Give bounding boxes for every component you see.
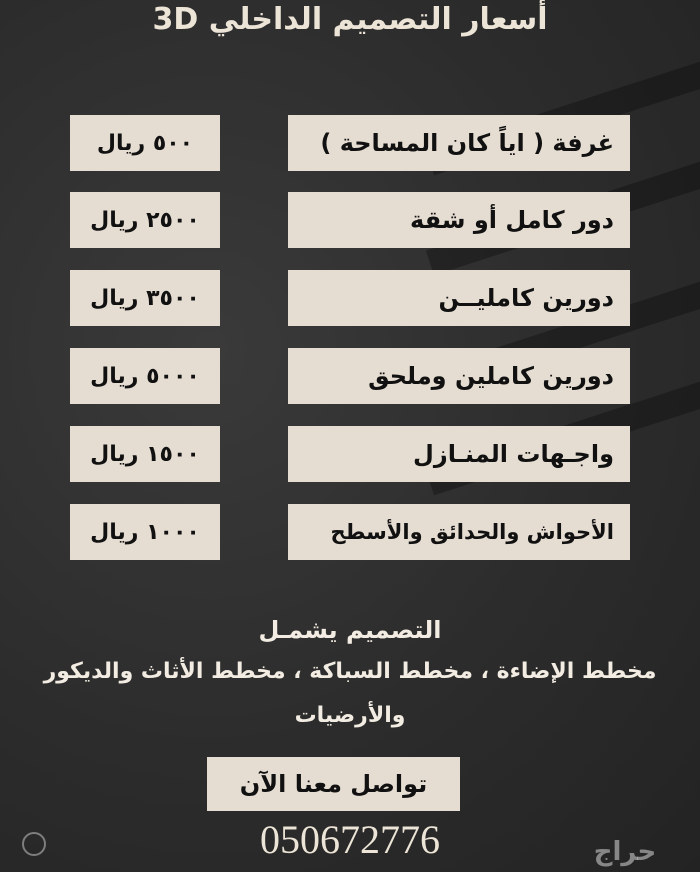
price-row-label-yards: الأحواش والحدائق والأسطح xyxy=(288,504,630,560)
price-row-price-two-floors: ٣٥٠٠ ريال xyxy=(70,270,220,326)
price-row-label-facades: واجـهات المنـازل xyxy=(288,426,630,482)
price-row-label-room: غرفة ( اياً كان المساحة ) xyxy=(288,115,630,171)
haraj-logo-icon xyxy=(22,832,46,856)
price-row-label-full-floor: دور كامل أو شقة xyxy=(288,192,630,248)
page-title: أسعار التصميم الداخلي 3D xyxy=(152,2,548,37)
price-row-price-room: ٥٠٠ ريال xyxy=(70,115,220,171)
contact-button[interactable]: تواصل معنا الآن xyxy=(207,757,460,811)
price-row-price-two-floors-annex: ٥٠٠٠ ريال xyxy=(70,348,220,404)
price-row-label-two-floors: دورين كامليــن xyxy=(288,270,630,326)
watermark-text: حراج xyxy=(593,837,657,867)
price-row-price-facades: ١٥٠٠ ريال xyxy=(70,426,220,482)
includes-title: التصميم يشمـل xyxy=(258,616,442,644)
includes-line-2: والأرضيات xyxy=(294,703,406,728)
price-row-price-yards: ١٠٠٠ ريال xyxy=(70,504,220,560)
includes-line-1: مخطط الإضاءة ، مخطط السباكة ، مخطط الأثاث والديكور xyxy=(43,659,657,684)
price-row-label-two-floors-annex: دورين كاملين وملحق xyxy=(288,348,630,404)
phone-number[interactable]: 050672776 xyxy=(260,817,440,862)
price-row-price-full-floor: ٢٥٠٠ ريال xyxy=(70,192,220,248)
